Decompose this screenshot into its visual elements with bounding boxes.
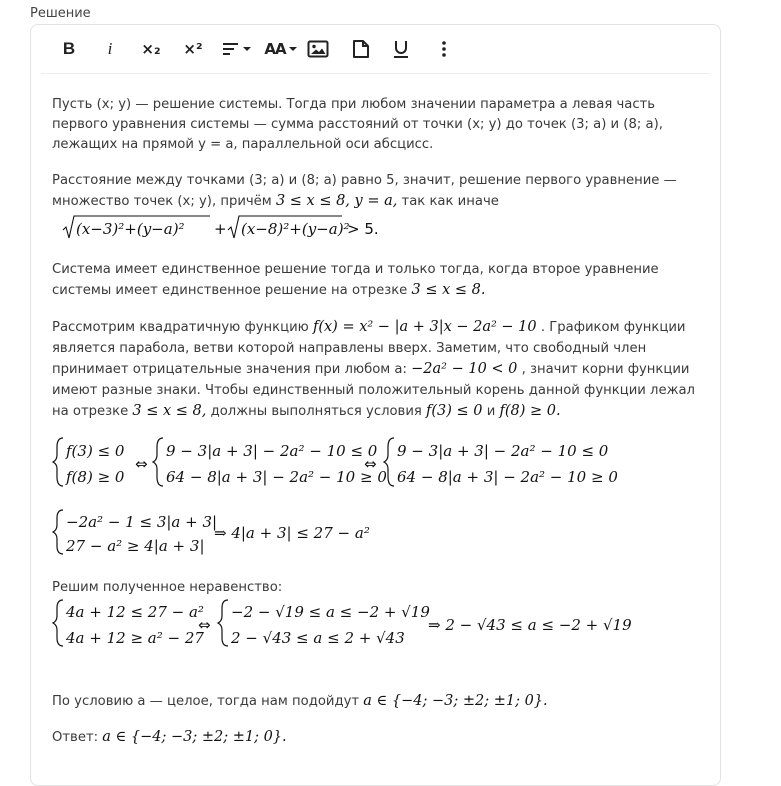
answer-set: a ∈ {−4; −3; ±2; ±1; 0}. bbox=[102, 729, 287, 745]
p6-set: a ∈ {−4; −3; ±2; ±1; 0}. bbox=[363, 693, 548, 709]
p2-text: Расстояние между точками (3; a) и (8; a) равно 5, значит, решение первого уравнение — множество точек (x; y), причём bbox=[52, 173, 677, 209]
superscript-button[interactable] bbox=[179, 34, 207, 64]
system-1 bbox=[52, 435, 702, 496]
paragraph-1: Пусть (x; y) — решение системы. Тогда при любом значении параметра a левая часть первого уравнения системы — сумма расстояний от точки (x; y) до точек (3; a) и (8; a), лежащих на прямой y = a, параллельной оси абсцисс. bbox=[52, 97, 663, 152]
font-size-dropdown-button[interactable] bbox=[261, 34, 301, 64]
distance-formula bbox=[62, 213, 392, 250]
sys1-a2: f(8) ≥ 0 bbox=[66, 468, 125, 486]
italic-button[interactable] bbox=[96, 34, 124, 64]
p4-cond-2: f(8) ≥ 0. bbox=[499, 403, 561, 419]
underline-icon bbox=[392, 39, 410, 59]
svg-text:(x−3)²+(y−a)²: (x−3)²+(y−a)² bbox=[76, 220, 185, 238]
svg-text:(x−8)²+(y−a)²: (x−8)²+(y−a)² bbox=[241, 220, 350, 238]
p2-tail: так как иначе bbox=[401, 194, 499, 209]
p4-d: должны выполняться условия bbox=[206, 404, 427, 419]
p4-function: f(x) = x² − |a + 3|x − 2a² − 10 bbox=[312, 319, 537, 335]
system-3 bbox=[52, 597, 702, 656]
image-icon bbox=[307, 40, 329, 58]
align-dropdown-button[interactable] bbox=[219, 34, 255, 64]
more-vertical-icon bbox=[441, 40, 447, 58]
editor-toolbar bbox=[41, 25, 710, 74]
svg-text:> 5.: > 5. bbox=[347, 220, 379, 238]
p2-condition: 3 ≤ x ≤ 8, y = a, bbox=[275, 193, 398, 209]
p4-segment: 3 ≤ x ≤ 8, bbox=[132, 403, 207, 419]
answer-label: Ответ: bbox=[52, 730, 103, 745]
paragraph-6 bbox=[52, 691, 692, 712]
answer bbox=[52, 727, 692, 748]
bold-icon: B bbox=[62, 39, 76, 58]
paragraph-2 bbox=[52, 171, 692, 212]
sys1-b2: 64 − 8|a + 3| − 2a² − 10 ≥ 0 bbox=[166, 468, 387, 486]
p4-free-term: −2a² − 10 < 0 bbox=[411, 361, 518, 377]
p4-b: . Графиком функции является парабола, ветви которой направлены вверх. Заметим, что свободный член принимает отрицательные значения при любом a: bbox=[52, 320, 686, 377]
insert-file-button[interactable] bbox=[347, 34, 375, 64]
insert-image-button[interactable] bbox=[304, 34, 332, 64]
equivalence-icon: ⇔ bbox=[364, 455, 377, 473]
italic-icon: i bbox=[107, 39, 113, 58]
p4-a: Рассмотрим квадратичную функцию bbox=[52, 320, 313, 335]
paragraph-5: Решим полученное неравенство: bbox=[52, 580, 283, 595]
superscript-icon: ×² bbox=[183, 40, 203, 58]
font-size-icon: AA bbox=[264, 40, 286, 58]
p4-and: и bbox=[482, 404, 500, 419]
subscript-icon: ×₂ bbox=[141, 40, 161, 58]
sys2-a2: 27 − a² ≥ 4|a + 3| bbox=[66, 537, 205, 555]
paragraph-4 bbox=[52, 317, 697, 422]
field-label: Решение bbox=[30, 6, 91, 21]
sys1-a1: f(3) ≤ 0 bbox=[66, 442, 125, 460]
rich-text-editor[interactable] bbox=[30, 24, 721, 786]
sys3-b1: −2 − √19 ≤ a ≤ −2 + √19 bbox=[231, 603, 430, 621]
svg-text:+: + bbox=[214, 220, 227, 238]
sys3-result: ⇒ 2 − √43 ≤ a ≤ −2 + √19 bbox=[428, 616, 632, 634]
sys1-c1: 9 − 3|a + 3| − 2a² − 10 ≤ 0 bbox=[397, 442, 609, 460]
sys1-c2: 64 − 8|a + 3| − 2a² − 10 ≥ 0 bbox=[397, 468, 618, 486]
sys1-b1: 9 − 3|a + 3| − 2a² − 10 ≤ 0 bbox=[166, 442, 378, 460]
sys3-b2: 2 − √43 ≤ a ≤ 2 + √43 bbox=[231, 629, 405, 647]
equivalence-icon: ⇔ bbox=[135, 455, 148, 473]
p6-text: По условию a — целое, тогда нам подойдут bbox=[52, 694, 364, 709]
align-left-icon bbox=[222, 41, 252, 57]
equivalence-icon: ⇔ bbox=[198, 616, 211, 634]
chevron-down-icon bbox=[288, 44, 298, 54]
p3-condition: 3 ≤ x ≤ 8. bbox=[411, 282, 486, 298]
sys3-a2: 4a + 12 ≥ a² − 27 bbox=[66, 629, 204, 647]
paragraph-3 bbox=[52, 260, 692, 301]
sys2-result: ⇒ 4|a + 3| ≤ 27 − a² bbox=[214, 524, 370, 542]
underline-button[interactable] bbox=[387, 34, 415, 64]
p4-cond-1: f(3) ≤ 0 bbox=[426, 403, 483, 419]
sys2-a1: −2a² − 1 ≤ 3|a + 3| bbox=[66, 513, 218, 531]
more-options-button[interactable] bbox=[430, 34, 458, 64]
p4-c: , значит корни функции имеют разные знаки. Чтобы единственный положительный корень данной функции лежал на отрезке bbox=[52, 362, 695, 419]
bold-button[interactable] bbox=[55, 34, 83, 64]
sys3-a1: 4a + 12 ≤ 27 − a² bbox=[66, 603, 204, 621]
system-2 bbox=[52, 507, 452, 564]
file-icon bbox=[352, 39, 370, 59]
p3-text: Система имеет единственное решение тогда и только тогда, когда второе уравнение системы имеет единственное решение на отрезке bbox=[52, 262, 659, 298]
subscript-button[interactable] bbox=[137, 34, 165, 64]
